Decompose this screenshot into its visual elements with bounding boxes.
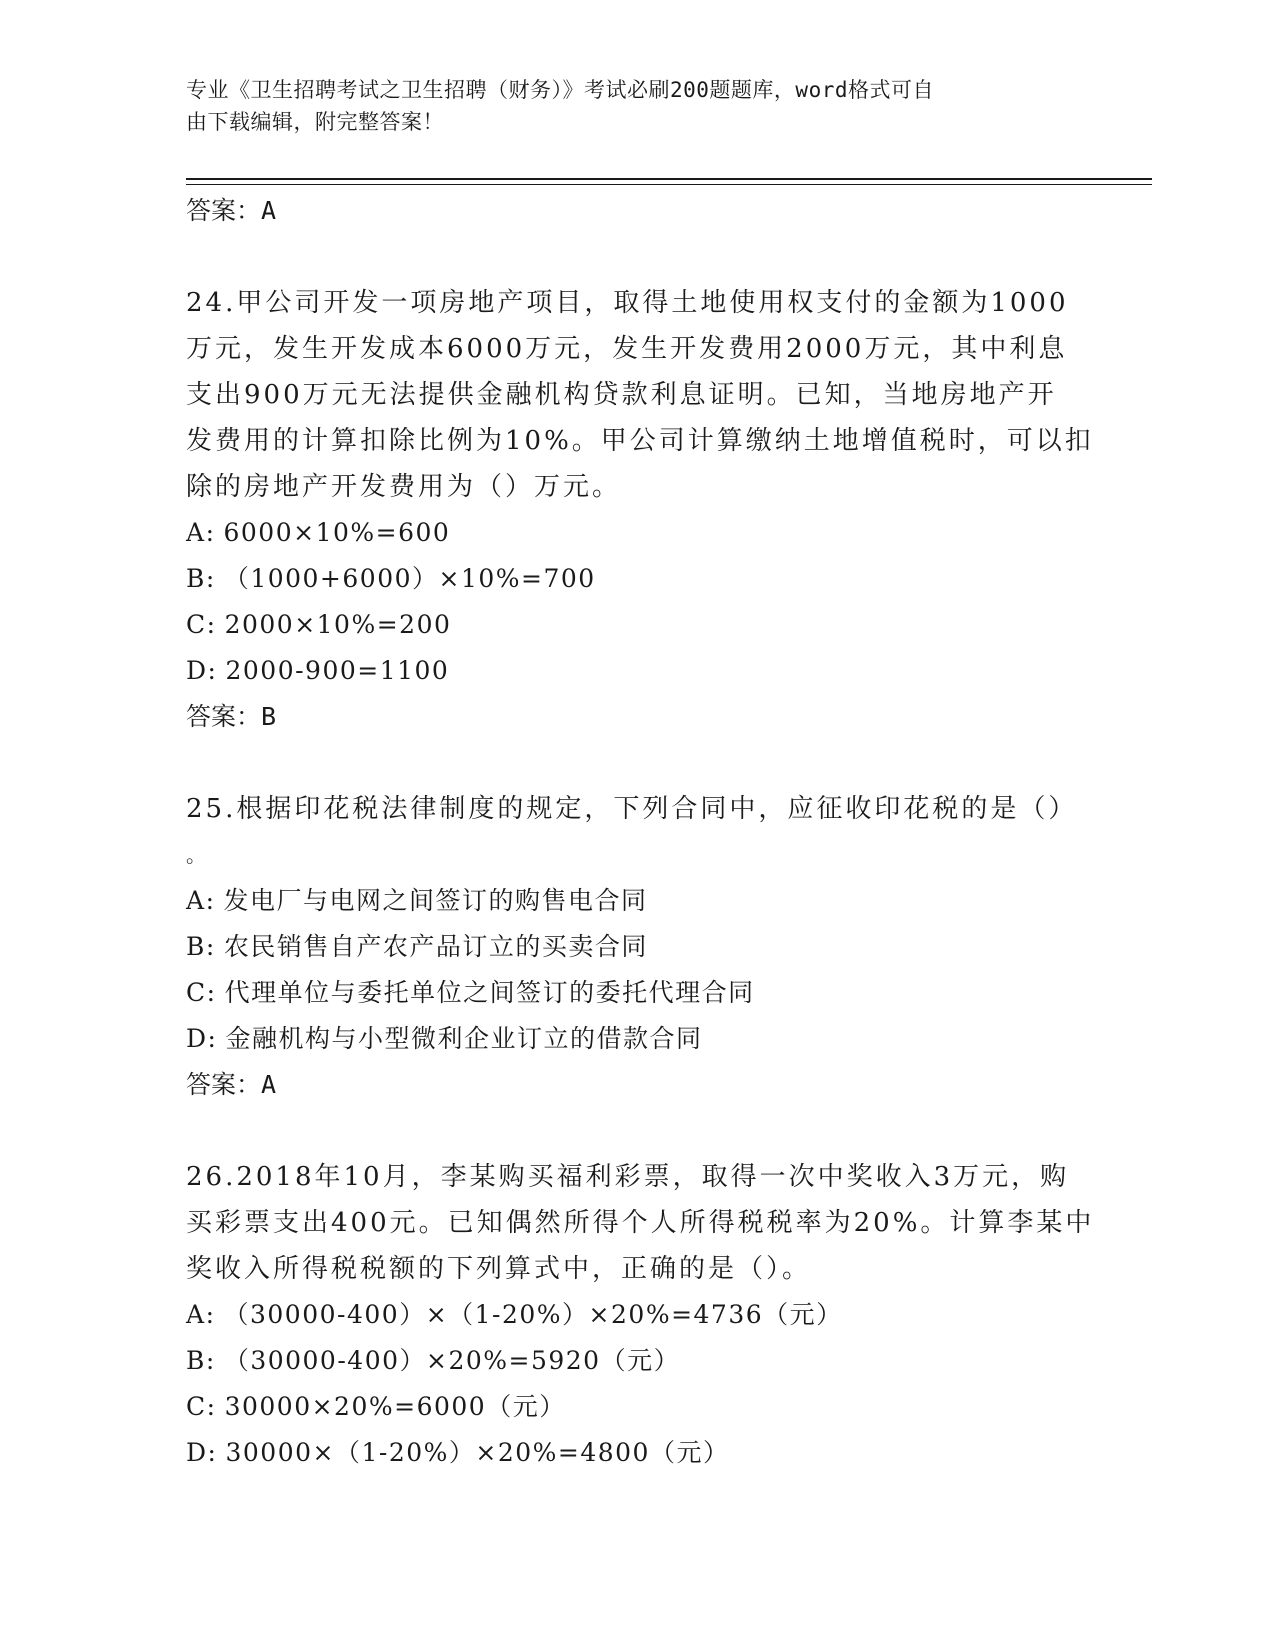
option-text: 金融机构与小型微利企业订立的借款合同 [225,1024,703,1053]
answer-line: 答案：A [186,1070,277,1099]
option-letter: C [186,978,207,1007]
option-letter: D [186,656,208,685]
question-26 [186,1154,1095,1476]
option-text: 发电厂与电网之间签订的购售电合同 [223,886,648,915]
option-c: C: 30000×20%=6000（元） [186,1384,1086,1430]
option-b: B: （30000-400）×20%=5920（元） [186,1338,1086,1384]
option-text: 6000×10%=600 [223,518,451,547]
question-list [186,188,1095,1476]
option-c: C: 代理单位与委托单位之间签订的委托代理合同 [186,970,1086,1016]
option-b: B: 农民销售自产农产品订立的买卖合同 [186,924,1086,970]
header-rule-thick [186,178,1152,180]
question-text-line: 奖收入所得税税额的下列算式中，正确的是（）。 [186,1254,812,1284]
option-text: 30000×（1-20%）×20%=4800（元） [225,1438,730,1467]
option-letter: D [186,1024,208,1053]
question-text-line: 支出900万元无法提供金融机构贷款利息证明。已知，当地房地产开 [186,380,1057,410]
option-letter: A [186,518,206,547]
question-text-line: 发费用的计算扣除比例为10%。甲公司计算缴纳土地增值税时，可以扣 [186,426,1094,456]
option-b: B: （1000+6000）×10%=700 [186,556,1086,602]
header-line-2: 由下载编辑，附完整答案！ [186,110,444,134]
option-a: A: 发电厂与电网之间签订的购售电合同 [186,878,1086,924]
option-letter: C [186,610,207,639]
option-d: D: 30000×（1-20%）×20%=4800（元） [186,1430,1086,1476]
question-25 [186,786,1086,1108]
question-text-line: 。 [186,843,209,867]
option-c: C: 2000×10%=200 [186,602,1086,648]
spacer [186,1108,1086,1154]
option-d: D: 金融机构与小型微利企业订立的借款合同 [186,1016,1086,1062]
option-a: A: （30000-400）×（1-20%）×20%=4736（元） [186,1292,1086,1338]
question-text-line: 24.甲公司开发一项房地产项目，取得土地使用权支付的金额为1000 [186,288,1069,318]
option-text: 代理单位与委托单位之间签订的委托代理合同 [224,978,755,1007]
question-text-line: 买彩票支出400元。已知偶然所得个人所得税税率为20%。计算李某中 [186,1208,1095,1238]
option-letter: B [186,932,206,961]
answer-line: 答案：B [186,702,277,731]
option-letter: C [186,1392,207,1421]
option-letter: B [186,564,206,593]
question-text-line: 26.2018年10月，李某购买福利彩票，取得一次中奖收入3万元，购 [186,1162,1070,1192]
option-text: （30000-400）×20%=5920（元） [223,1346,681,1375]
header-rule-thin [186,184,1152,185]
spacer [186,234,1086,280]
option-letter: B [186,1346,206,1375]
option-letter: D [186,1438,208,1467]
option-text: 农民销售自产农产品订立的买卖合同 [223,932,648,961]
question-text-line: 25.根据印花税法律制度的规定，下列合同中，应征收印花税的是（） [186,794,1078,824]
option-text: 2000-900=1100 [225,656,450,685]
option-a: A: 6000×10%=600 [186,510,1086,556]
option-text: （30000-400）×（1-20%）×20%=4736（元） [223,1300,843,1329]
question-24 [186,280,1094,740]
option-text: 2000×10%=200 [224,610,452,639]
question-text-line: 万元，发生开发成本6000万元，发生开发费用2000万元，其中利息 [186,334,1068,364]
question-text-line: 除的房地产开发费用为（）万元。 [186,472,622,502]
option-d: D: 2000-900=1100 [186,648,1086,694]
document-header [186,74,1086,138]
previous-answer: 答案：A [186,196,277,225]
option-letter: A [186,886,206,915]
option-text: 30000×20%=6000（元） [224,1392,566,1421]
option-text: （1000+6000）×10%=700 [223,564,596,593]
option-letter: A [186,1300,206,1329]
header-line-1: 专业《卫生招聘考试之卫生招聘（财务）》考试必刷200题题库，word格式可自 [186,78,934,102]
spacer [186,740,1086,786]
